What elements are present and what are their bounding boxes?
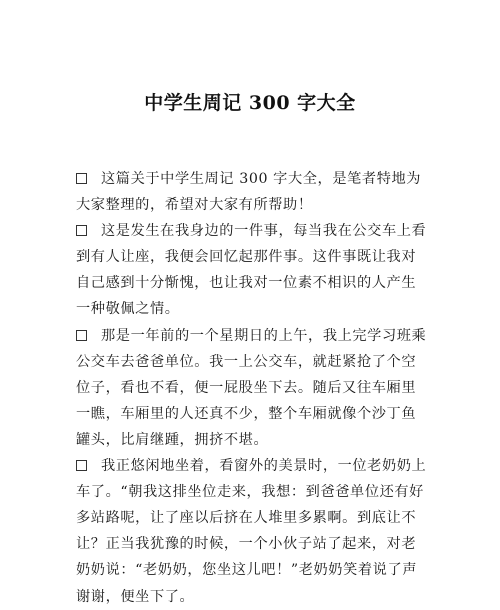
paragraph	[76, 218, 428, 322]
paragraph-text: 那是一年前的一个星期日的上午，我上完学习班乘公交车去爸爸单位。我一上公交车，就赶紧抢了个空位子，看也不看，便一屁股坐下去。随后又往车厢里一瞧，车厢里的人还真不少，整个车厢就像个沙丁鱼罐头，比肩继踵，拥挤不堪。	[76, 327, 427, 448]
checkbox-icon	[76, 330, 87, 341]
checkbox-icon	[76, 173, 87, 184]
paragraph	[76, 323, 428, 453]
paragraph-text: 我正悠闲地坐着，看窗外的美景时，一位老奶奶上车了。“朝我这排坐位走来，我想：到爸爸单位还有好多站路呢，让了座以后挤在人堆里多累啊。到底让不让？正当我犹豫的时候，一个小伙子站了起来，对老奶奶说：“老奶奶，您坐这儿吧！”老奶奶笑着说了声谢谢，便坐下了。	[76, 458, 427, 605]
paragraph	[76, 166, 428, 218]
document-title: 中学生周记 300 字大全	[144, 92, 356, 114]
paragraph-text: 这是发生在我身边的一件事，每当我在公交车上看到有人让座，我便会回忆起那件事。这件事既让我对自己感到十分惭愧，也让我对一位素不相识的人产生一种敬佩之情。	[76, 223, 427, 318]
paragraph-text: 这篇关于中学生周记 300 字大全，是笔者特地为大家整理的，希望对大家有所帮助！	[76, 171, 422, 214]
checkbox-icon	[76, 460, 87, 471]
document-body	[76, 166, 428, 610]
checkbox-icon	[76, 225, 87, 236]
paragraph	[76, 453, 428, 610]
